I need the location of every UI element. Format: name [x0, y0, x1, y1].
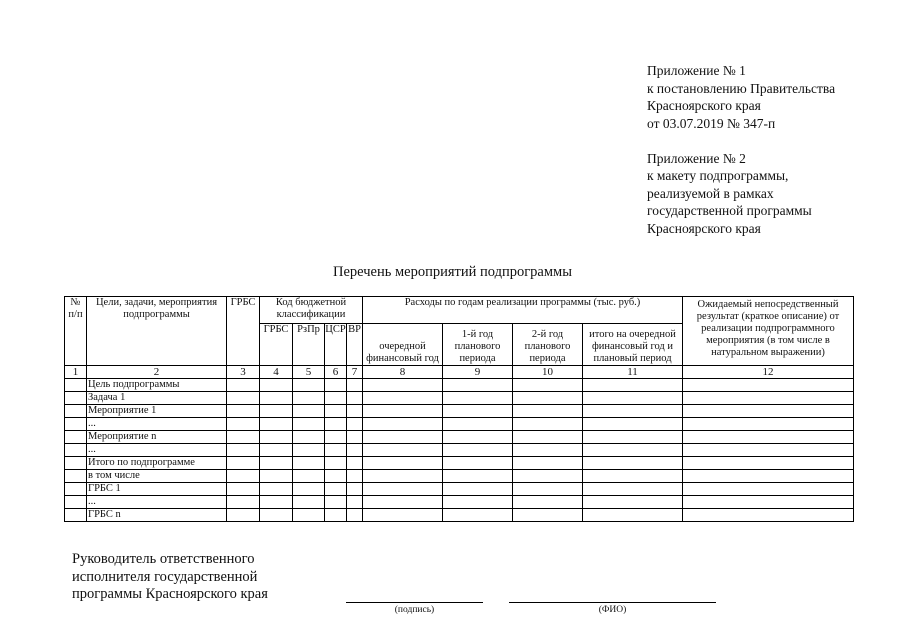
table-cell	[293, 418, 325, 431]
row-label: Итого по подпрограмме	[87, 457, 227, 470]
table-cell	[443, 509, 513, 522]
table-cell	[683, 444, 854, 457]
table-cell	[293, 405, 325, 418]
table-row	[65, 431, 854, 444]
table-cell	[65, 418, 87, 431]
header-sub-total: итого на очередной финансовый год и плановый период	[583, 324, 683, 366]
appendix2-line5: Красноярского края	[647, 220, 761, 236]
row-label: ГРБС 1	[87, 483, 227, 496]
column-number: 7	[347, 366, 363, 379]
table-cell	[65, 431, 87, 444]
measures-table	[64, 296, 854, 522]
table-cell	[443, 392, 513, 405]
table-row	[65, 392, 854, 405]
table-cell	[583, 483, 683, 496]
table-cell	[683, 470, 854, 483]
table-row	[65, 483, 854, 496]
table-cell	[513, 405, 583, 418]
column-number: 8	[363, 366, 443, 379]
table-cell	[65, 496, 87, 509]
table-cell	[683, 496, 854, 509]
table-cell	[260, 392, 293, 405]
table-cell	[363, 457, 443, 470]
header-no: № п/п	[65, 297, 87, 366]
header-sub-rzpr: РзПр	[293, 324, 325, 366]
table-row	[65, 509, 854, 522]
table-cell	[583, 457, 683, 470]
table-cell	[513, 483, 583, 496]
table-cell	[325, 418, 347, 431]
column-number: 9	[443, 366, 513, 379]
appendix1-line4: от 03.07.2019 № 347-п	[647, 115, 776, 131]
table-cell	[513, 444, 583, 457]
table-cell	[65, 470, 87, 483]
table-cell	[443, 431, 513, 444]
row-label: Мероприятие n	[87, 431, 227, 444]
table-row	[65, 470, 854, 483]
header-sub-vr: ВР	[347, 324, 363, 366]
footer-line3: программы Красноярского края	[72, 586, 268, 602]
table-cell	[293, 431, 325, 444]
table-row	[65, 444, 854, 457]
table-cell	[443, 379, 513, 392]
table-cell	[363, 405, 443, 418]
table-cell	[325, 470, 347, 483]
table-cell	[325, 405, 347, 418]
table-cell	[65, 483, 87, 496]
table-cell	[363, 470, 443, 483]
table-cell	[227, 483, 260, 496]
table-cell	[260, 405, 293, 418]
appendix2-line1: Приложение № 2	[647, 150, 746, 166]
table-cell	[347, 470, 363, 483]
table-cell	[325, 509, 347, 522]
header-sub-grbs: ГРБС	[260, 324, 293, 366]
table-cell	[260, 379, 293, 392]
column-number: 11	[583, 366, 683, 379]
table-cell	[683, 405, 854, 418]
table-cell	[325, 431, 347, 444]
table-cell	[583, 431, 683, 444]
column-number: 12	[683, 366, 854, 379]
column-numbers-row	[65, 366, 854, 379]
header-sub-plan1: 1-й год планового периода	[443, 324, 513, 366]
table-cell	[347, 392, 363, 405]
footer-line2: исполнителя государственной	[72, 568, 258, 585]
header-grbs: ГРБС	[227, 297, 260, 366]
table-cell	[227, 379, 260, 392]
table-cell	[227, 496, 260, 509]
table-cell	[293, 483, 325, 496]
appendix2-line4: государственной программы	[647, 203, 812, 218]
table-cell	[347, 444, 363, 457]
header-budget-code: Код бюджетной классификации	[260, 297, 363, 324]
row-label: Мероприятие 1	[87, 405, 227, 418]
table-body	[65, 379, 854, 522]
header-expenses: Расходы по годам реализации программы (тыс. руб.)	[363, 297, 683, 324]
column-number: 4	[260, 366, 293, 379]
column-number: 10	[513, 366, 583, 379]
signature-caption: (подпись)	[394, 605, 435, 615]
table-cell	[363, 418, 443, 431]
header-goals: Цели, задачи, мероприятия подпрограммы	[87, 297, 227, 366]
table-cell	[683, 483, 854, 496]
table-cell	[347, 405, 363, 418]
name-line	[509, 602, 716, 603]
table-cell	[325, 444, 347, 457]
table-cell	[260, 496, 293, 509]
table-cell	[293, 379, 325, 392]
table-cell	[260, 457, 293, 470]
table-cell	[227, 470, 260, 483]
table-cell	[347, 431, 363, 444]
table-cell	[227, 509, 260, 522]
table-cell	[260, 444, 293, 457]
table-cell	[65, 405, 87, 418]
table-cell	[363, 444, 443, 457]
table-row	[65, 379, 854, 392]
row-label: ...	[87, 418, 227, 431]
table-cell	[443, 483, 513, 496]
table-cell	[363, 509, 443, 522]
name-caption: (ФИО)	[598, 605, 627, 615]
table-cell	[443, 418, 513, 431]
table-cell	[293, 509, 325, 522]
table-cell	[683, 509, 854, 522]
column-number: 1	[65, 366, 87, 379]
table-cell	[65, 379, 87, 392]
table-cell	[347, 483, 363, 496]
signature-line	[346, 602, 483, 603]
column-number: 3	[227, 366, 260, 379]
header-spacer	[647, 132, 835, 150]
table-cell	[683, 431, 854, 444]
header-sub-csr: ЦСР	[325, 324, 347, 366]
table-cell	[583, 496, 683, 509]
table-cell	[513, 470, 583, 483]
table-cell	[293, 444, 325, 457]
table-row	[65, 496, 854, 509]
table-cell	[227, 444, 260, 457]
appendix2-line2: к макету подпрограммы,	[647, 168, 789, 183]
table-row	[65, 457, 854, 470]
table-cell	[293, 457, 325, 470]
appendix1-line3: Красноярского края	[647, 98, 761, 113]
appendix2-line3: реализуемой в рамках	[647, 185, 774, 201]
row-label: ...	[87, 496, 227, 509]
table-cell	[65, 509, 87, 522]
table-cell	[363, 379, 443, 392]
table-cell	[347, 457, 363, 470]
table-cell	[325, 392, 347, 405]
table-cell	[443, 444, 513, 457]
table-cell	[683, 457, 854, 470]
table-cell	[293, 470, 325, 483]
table-cell	[683, 418, 854, 431]
table-cell	[260, 483, 293, 496]
table-cell	[347, 509, 363, 522]
footer-signatory	[72, 551, 268, 604]
column-number: 5	[293, 366, 325, 379]
document-title: Перечень мероприятий подпрограммы	[333, 264, 572, 280]
table-cell	[325, 457, 347, 470]
table-cell	[513, 418, 583, 431]
row-label: Задача 1	[87, 392, 227, 405]
table-cell	[443, 470, 513, 483]
table-cell	[443, 496, 513, 509]
table-cell	[227, 431, 260, 444]
appendix1-line1: Приложение № 1	[647, 63, 746, 78]
table-cell	[583, 379, 683, 392]
table-cell	[443, 457, 513, 470]
column-number: 6	[325, 366, 347, 379]
table-cell	[347, 496, 363, 509]
table-cell	[513, 431, 583, 444]
table-cell	[443, 405, 513, 418]
table-cell	[347, 418, 363, 431]
table-cell	[325, 483, 347, 496]
header-sub-next-year: очередной финансовый год	[363, 324, 443, 366]
table-cell	[227, 418, 260, 431]
table-cell	[513, 379, 583, 392]
table-cell	[363, 431, 443, 444]
table-cell	[65, 392, 87, 405]
table-cell	[513, 509, 583, 522]
header-sub-plan2: 2-й год планового периода	[513, 324, 583, 366]
table-cell	[325, 379, 347, 392]
row-label: ГРБС n	[87, 509, 227, 522]
table-cell	[293, 392, 325, 405]
table-cell	[227, 405, 260, 418]
row-label: в том числе	[87, 470, 227, 483]
table-cell	[683, 379, 854, 392]
table-cell	[65, 444, 87, 457]
table-cell	[260, 431, 293, 444]
table-cell	[260, 470, 293, 483]
table-cell	[293, 496, 325, 509]
table-cell	[363, 392, 443, 405]
appendix-header	[647, 62, 835, 237]
table-cell	[583, 509, 683, 522]
table-cell	[583, 405, 683, 418]
table-cell	[260, 418, 293, 431]
table-cell	[683, 392, 854, 405]
table-row	[65, 418, 854, 431]
table-cell	[227, 457, 260, 470]
table-cell	[227, 392, 260, 405]
table-cell	[583, 444, 683, 457]
table-cell	[363, 483, 443, 496]
table-cell	[583, 418, 683, 431]
footer-line1: Руководитель ответственного	[72, 551, 255, 567]
table-cell	[347, 379, 363, 392]
table-cell	[583, 470, 683, 483]
table-cell	[513, 496, 583, 509]
table-row	[65, 405, 854, 418]
table-cell	[513, 392, 583, 405]
row-label: Цель подпрограммы	[87, 379, 227, 392]
appendix1-line2: к постановлению Правительства	[647, 80, 836, 96]
table-cell	[513, 457, 583, 470]
table-cell	[583, 392, 683, 405]
table-cell	[260, 509, 293, 522]
header-result: Ожидаемый непосредственный результат (краткое описание) от реализации подпрограммного мероприятия (в том числе в натуральном выражении)	[683, 297, 854, 366]
table-cell	[65, 457, 87, 470]
table-cell	[363, 496, 443, 509]
column-number: 2	[87, 366, 227, 379]
table-cell	[325, 496, 347, 509]
row-label: ...	[87, 444, 227, 457]
